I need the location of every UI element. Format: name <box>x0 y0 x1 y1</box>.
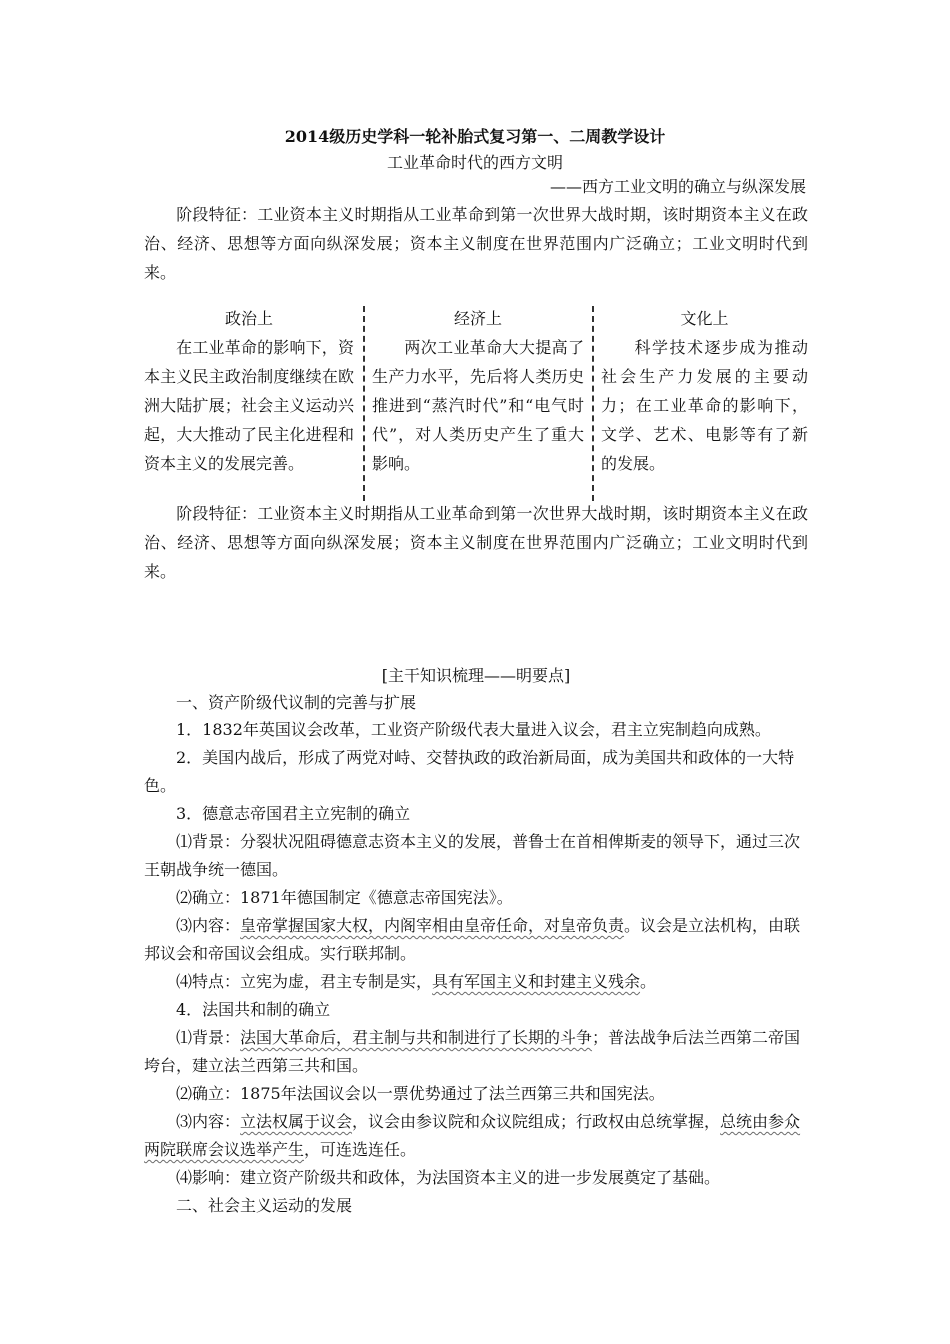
column-body-economy: 两次工业革命大大提高了生产力水平，先后将人类历史推进到“蒸汽时代”和“电气时代”，对人类历史产生了重大影响。 <box>372 338 584 473</box>
section-heading-text: 二、社会主义运动的发展 <box>176 1196 353 1215</box>
section-heading <box>144 689 808 717</box>
stage-feature-text-2: 阶段特征：工业资本主义时期指从工业革命到第一次世界大战时期，该时期资本主义在政治、经济、思想等方面向纵深发展；资本主义制度在世界范围内广泛确立；工业文明时代到来。 <box>144 504 808 581</box>
underlined-key-text: 总统由参众两院联席会议选举产生 <box>144 1112 801 1159</box>
outline-text: ⑶内容： <box>176 916 241 935</box>
document-title: 2014级历史学科一轮补胎式复习第一、二周教学设计 <box>284 127 666 146</box>
document-subtitle-dash: ——西方工业文明的确立与纵深发展 <box>549 177 806 196</box>
column-heading-politics: 政治上 <box>224 309 273 328</box>
outline-text: ⑷影响：建立资产阶级共和政体，为法国资本主义的进一步发展奠定了基础。 <box>176 1168 721 1187</box>
column-divider <box>363 306 365 501</box>
outline-text: ⑵确立：1875年法国议会以一票优势通过了法兰西第三共和国宪法。 <box>176 1084 665 1103</box>
outline-item <box>144 1080 808 1108</box>
outline-item <box>144 1024 808 1080</box>
column-text-culture <box>601 333 808 478</box>
outline-item <box>144 744 808 800</box>
column-body-culture: 科学技术逐步成为推动社会生产力发展的主要动力；在工业革命的影响下，文学、艺术、电影等有了新的发展。 <box>601 338 808 473</box>
underlined-key-text: 皇帝掌握国家大权，内阁宰相由皇帝任命，对皇帝负责 <box>240 916 625 935</box>
stage-feature-paragraph-2 <box>144 499 808 586</box>
column-text-politics <box>144 333 354 478</box>
outline-text: 4．法国共和制的确立 <box>176 1000 331 1019</box>
column-politics <box>144 304 354 478</box>
outline-item <box>144 800 808 828</box>
outline-text: ⑴背景： <box>176 1028 241 1047</box>
outline-text: ；普法战争后法兰西第二帝国垮台，建立法兰西第三共和国。 <box>144 1028 801 1075</box>
column-economy <box>372 304 584 478</box>
stage-feature-paragraph <box>144 200 808 287</box>
section-heading-text: 一、资产阶级代议制的完善与扩展 <box>176 693 417 712</box>
outline-text: ⑴背景：分裂状况阻碍德意志资本主义的发展，普鲁士在首相俾斯麦的领导下，通过三次王朝战争统一德国。 <box>144 832 801 879</box>
underlined-key-text: 法国大革命后，君主制与共和制进行了长期的斗争 <box>240 1028 593 1047</box>
column-culture <box>601 304 808 478</box>
document-subtitle: 工业革命时代的西方文明 <box>386 153 563 172</box>
outline-text: 。议会是立法机构，由联邦议会和帝国议会组成。实行联邦制。 <box>144 916 801 963</box>
outline-text: ⑶内容： <box>176 1112 241 1131</box>
underlined-key-text: 立法权属于议会 <box>240 1112 353 1131</box>
outline-text: ⑷特点：立宪为虚，君主专制是实， <box>176 972 433 991</box>
outline-text: 1．1832年英国议会改革，工业资产阶级代表大量进入议会，君主立宪制趋向成熟。 <box>176 720 771 739</box>
column-body-politics: 在工业革命的影响下，资本主义民主政治制度继续在欧洲大陆扩展；社会主义运动兴起，大大推动了民主化进程和资本主义的发展完善。 <box>144 338 354 473</box>
outline-item <box>144 1164 808 1192</box>
outline-text: 2．美国内战后，形成了两党对峙、交替执政的政治新局面，成为美国共和政体的一大特色。 <box>144 748 795 795</box>
outline-item <box>144 828 808 884</box>
outline-text: ，议会由参议院和众议院组成；行政权由总统掌握， <box>352 1112 721 1131</box>
outline-item <box>144 968 808 996</box>
section-heading <box>144 1192 808 1220</box>
outline-item <box>144 912 808 968</box>
outline-item <box>144 716 808 744</box>
outline-item <box>144 884 808 912</box>
knowledge-heading: [主干知识梳理——明要点] <box>381 666 571 685</box>
outline-item <box>144 1108 808 1164</box>
outline-item <box>144 996 808 1024</box>
underlined-key-text: 具有军国主义和封建主义残余 <box>432 972 641 991</box>
outline-text: 3．德意志帝国君主立宪制的确立 <box>176 804 411 823</box>
outline-text: 。 <box>640 972 657 991</box>
outline-text: ⑵确立：1871年德国制定《德意志帝国宪法》。 <box>176 888 513 907</box>
column-text-economy <box>372 333 584 478</box>
column-heading-culture: 文化上 <box>680 309 729 328</box>
stage-feature-text: 阶段特征：工业资本主义时期指从工业革命到第一次世界大战时期，该时期资本主义在政治、经济、思想等方面向纵深发展；资本主义制度在世界范围内广泛确立；工业文明时代到来。 <box>144 205 808 282</box>
column-heading-economy: 经济上 <box>453 309 502 328</box>
outline-text: ，可连选连任。 <box>304 1140 417 1159</box>
column-divider <box>592 306 594 501</box>
